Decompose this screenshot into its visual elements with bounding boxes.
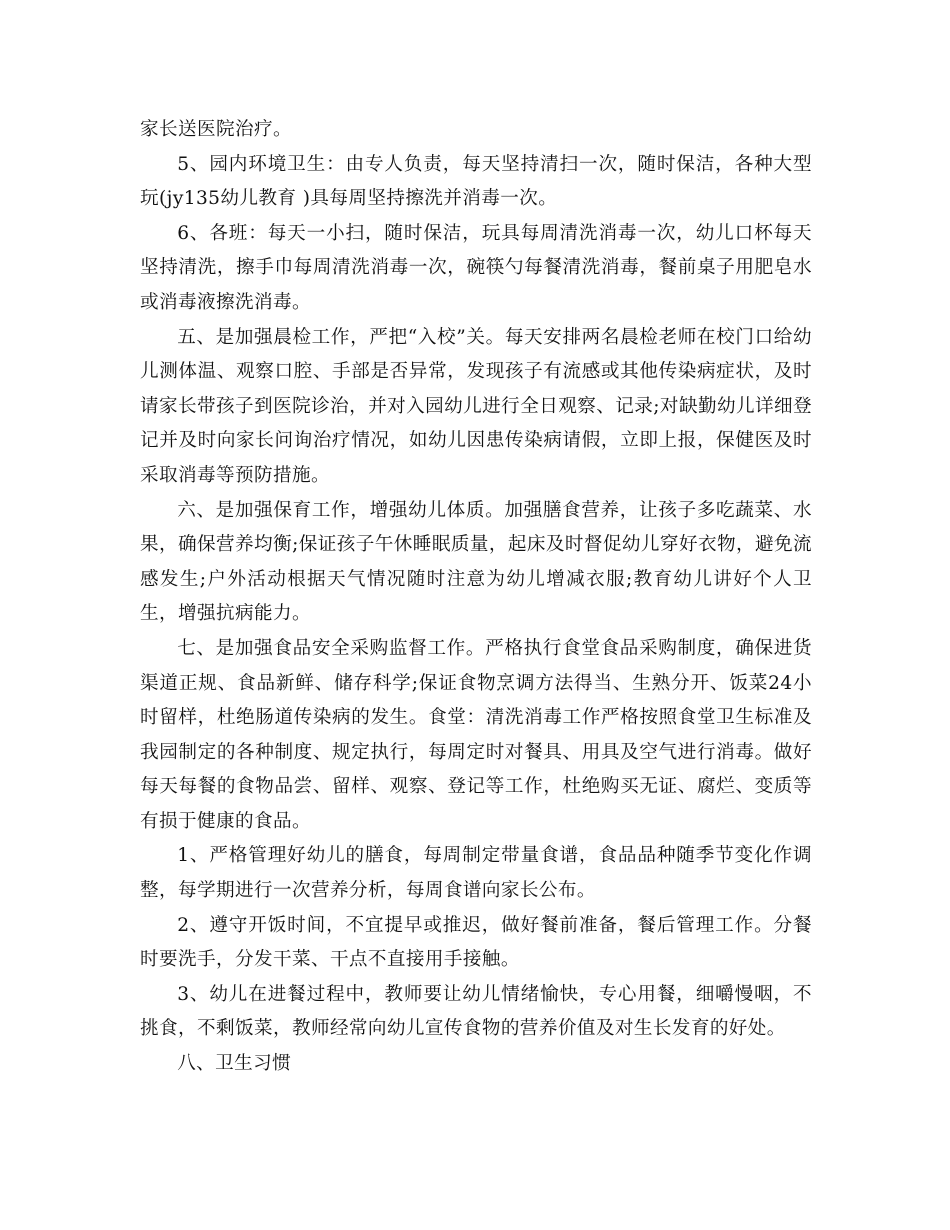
paragraph-item-2: 2、遵守开饭时间，不宜提早或推迟，做好餐前准备，餐后管理工作。分餐时要洗手，分发干菜、干点不直接用手接触。 xyxy=(140,914,812,971)
document-page xyxy=(140,113,812,1082)
paragraph-item-3: 3、幼儿在进餐过程中，教师要让幼儿情绪愉快，专心用餐，细嚼慢咽，不挑食，不剩饭菜，教师经常向幼儿宣传食物的营养价值及对生长发育的好处。 xyxy=(140,983,812,1040)
paragraph-section-5: 五、是加强晨检工作，严把“入校”关。每天安排两名晨检老师在校门口给幼儿测体温、观察口腔、手部是否异常，发现孩子有流感或其他传染病症状，及时请家长带孩子到医院诊治，并对入园幼儿进行全日观察、记录;对缺勤幼儿详细登记并及时向家长问询治疗情况，如幼儿因患传染病请假，立即上报，保健医及时采取消毒等预防措施。 xyxy=(140,326,812,486)
paragraph-item-6: 6、各班：每天一小扫，随时保洁，玩具每周清洗消毒一次，幼儿口杯每天坚持清洗，擦手巾每周清洗消毒一次，碗筷勺每餐清洗消毒，餐前桌子用肥皂水或消毒液擦洗消毒。 xyxy=(140,222,812,313)
paragraph-item-5: 5、园内环境卫生：由专人负责，每天坚持清扫一次，随时保洁，各种大型玩(jy135幼儿教育 )具每周坚持擦洗并消毒一次。 xyxy=(140,153,812,210)
paragraph-item-1: 1、严格管理好幼儿的膳食，每周制定带量食谱，食品品种随季节变化作调整，每学期进行一次营养分析，每周食谱向家长公布。 xyxy=(140,845,812,902)
paragraph-section-6: 六、是加强保育工作，增强幼儿体质。加强膳食营养，让孩子多吃蔬菜、水果，确保营养均衡;保证孩子午休睡眠质量，起床及时督促幼儿穿好衣物，避免流感发生;户外活动根据天气情况随时注意为幼儿增减衣服;教育幼儿讲好个人卫生，增强抗病能力。 xyxy=(140,499,812,625)
paragraph-continuation: 家长送医院治疗。 xyxy=(140,119,292,140)
paragraph-section-7: 七、是加强食品安全采购监督工作。严格执行食堂食品采购制度，确保进货渠道正规、食品新鲜、储存科学;保证食物烹调方法得当、生熟分开、饭菜24小时留样，杜绝肠道传染病的发生。食堂：清洗消毒工作严格按照食堂卫生标准及我园制定的各种制度、规定执行，每周定时对餐具、用具及空气进行消毒。做好每天每餐的食物品尝、留样、观察、登记等工作，杜绝购买无证、腐烂、变质等有损于健康的食品。 xyxy=(140,637,812,832)
section-heading-8: 八、卫生习惯 xyxy=(177,1053,292,1075)
